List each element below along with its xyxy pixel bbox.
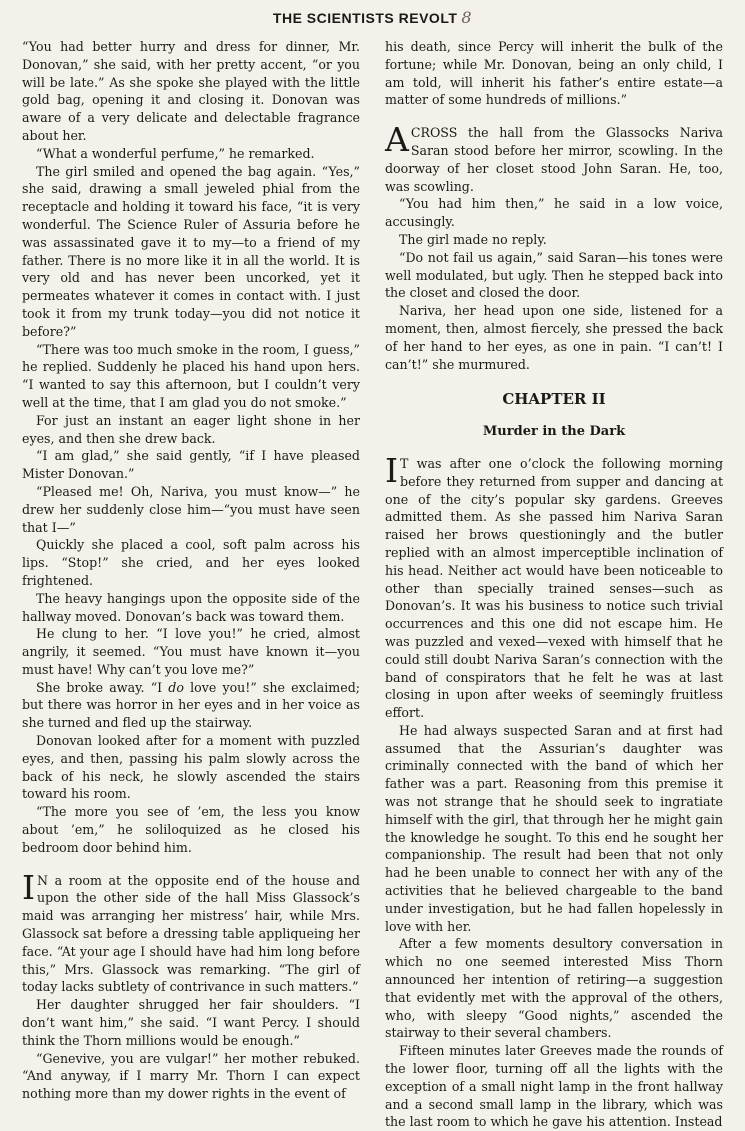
- text-run: love you!” she exclaimed; but there was horror in her eyes and in her voice as she turned and fled up the stairway.: [22, 679, 360, 731]
- paragraph: Quickly she placed a cool, soft palm across his lips. “Stop!” she cried, and her eyes looked frightened.: [22, 537, 360, 588]
- text-run: She broke away. “I: [36, 679, 169, 695]
- emphasis-text: do: [168, 679, 184, 695]
- section-paragraph: [385, 120, 723, 195]
- paragraph: For just an instant an eager light shone in her eyes, and then she drew back.: [22, 412, 360, 446]
- paragraph: [22, 679, 360, 732]
- text-run: T was after one o’clock the following morning before they returned from supper and dancing at one of the city’s popular sky gardens. Greeves admitted them. As she passed him Nariva Saran raised her brows questioningly and the butler replied with an almost imperceptible inclination of his head. Neither act would have been noticeable to other than specially trained senses—such as Donovan’s. It was his business to notice such trivial occurrences and this one did not escape him. He was puzzled and vexed—vexed with himself that he could still doubt Nariva Saran’s connection with the band of conspirators that he felt he was at last closing in upon after weeks of seemingly fruitless effort.: [385, 455, 723, 721]
- section-paragraph: [22, 867, 360, 997]
- paragraph: “You had him then,” he said in a low voice, accusingly.: [385, 196, 723, 230]
- paragraph: “Pleased me! Oh, Nariva, you must know—” he drew her suddenly close him—“you must have seen that I—”: [22, 483, 360, 535]
- paragraph: “Genevive, you are vulgar!” her mother rebuked. “And anyway, if I marry Mr. Thorn I can expect nothing more than my dower rights in the event of: [22, 1050, 360, 1102]
- left-column: [22, 38, 360, 1103]
- paragraph: He had always suspected Saran and at first had assumed that the Assurian’s daughter was criminally connected with the band of which her father was a part. Reasoning from this premise it was not strange that he should seek to ingratiate himself with the girl, that through her he might gain the knowledge he sought. To this end he sought her companionship. The result had been that not only had he been unable to connect her with any of the activities that he believed chargeable to the band under investigation, but he had fallen hopelessly in love with her.: [385, 722, 723, 934]
- text-run: CROSS the hall from the Glassocks Nariva Saran stood before her mirror, scowling. In the doorway of her closet stood John Saran. He, too, was scowling.: [385, 125, 723, 194]
- page-number-mark: 8: [461, 8, 473, 27]
- drop-cap: I: [22, 867, 36, 907]
- section-paragraph: [385, 450, 723, 722]
- paragraph: Donovan looked after for a moment with puzzled eyes, and then, passing his palm slowly across the back of his neck, he slowly ascended the stairs toward his room.: [22, 733, 360, 802]
- paragraph: Fifteen minutes later Greeves made the rounds of the lower floor, turning off all the lights with the exception of a small night lamp in the front hallway and a second small lamp in the library, which was the last room to which he gave his attention. Instead: [385, 1043, 723, 1130]
- paragraph: The heavy hangings upon the opposite side of the hallway moved. Donovan’s back was toward them.: [22, 590, 360, 624]
- paragraph: The girl smiled and opened the bag again. “Yes,” she said, drawing a small jeweled phial from the receptacle and holding it toward his face, “it is very wonderful. The Science Ruler of Assuria before he was assassinated gave it to my—to a friend of my father. There is no more like it in all the world. It is very old and has never been uncorked, yet it permeates whatever it comes in contact with. I just took it from my trunk today—you did not notice it before?”: [22, 163, 360, 339]
- text-run: N a room at the opposite end of the house and upon the other side of the hall Miss Glassock’s maid was arranging her mistress’ hair, while Mrs. Glassock sat before a dressing table appliqueing her face. “At your age I should have had him long before this,” Mrs. Glassock was remarking. “The girl of today lacks subtlety of contrivance in such matters.”: [22, 872, 360, 995]
- paragraph: “The more you see of ’em, the less you know about ’em,” he soliloquized as he closed his bedroom door behind him.: [22, 804, 360, 855]
- drop-cap: A: [385, 120, 409, 160]
- right-column: [385, 38, 723, 1131]
- paragraph: his death, since Percy will inherit the bulk of the fortune; while Mr. Donovan, being an only child, I am told, will inherit his father’s entire estate—a matter of some hundreds of millions.”: [385, 39, 723, 108]
- paragraph: “I am glad,” she said gently, “if I have pleased Mister Donovan.”: [22, 448, 360, 482]
- paragraph: “What a wonderful perfume,” he remarked.: [36, 145, 315, 161]
- paragraph: “Do not fail us again,” said Saran—his tones were well modulated, but ugly. Then he stepped back into the closet and closed the door.: [385, 249, 723, 301]
- paragraph: “There was too much smoke in the room, I guess,” he replied. Suddenly he placed his hand upon hers. “I wanted to say this afternoon, but I couldn’t very well at the time, that I am glad you do not smoke.”: [22, 341, 360, 410]
- chapter-heading: CHAPTER II: [502, 390, 606, 409]
- paragraph: He clung to her. “I love you!” he cried, almost angrily, it seemed. “You must have known it—you must have! Why can’t you love me?”: [22, 626, 360, 677]
- drop-cap: I: [385, 450, 399, 490]
- header-title: THE SCIENTISTS REVOLT: [272, 10, 458, 26]
- paragraph: Her daughter shrugged her fair shoulders. “I don’t want him,” she said. “I want Percy. I should think the Thorn millions would be enough.”: [22, 997, 360, 1048]
- paragraph: The girl made no reply.: [399, 231, 547, 247]
- chapter-subtitle: Murder in the Dark: [482, 424, 626, 440]
- paragraph: “You had better hurry and dress for dinner, Mr. Donovan,” she said, with her pretty accent, “or you will be late.” As she spoke she played with the little gold bag, opening it and closing it. Donovan was aware of a very delicate and delectable fragrance about her.: [22, 39, 360, 143]
- running-header: [0, 8, 745, 27]
- paragraph: Nariva, her head upon one side, listened for a moment, then, almost fiercely, she pressed the back of her hand to her eyes, as one in pain. “I can’t! I can’t!” she murmured.: [385, 303, 723, 372]
- paragraph: After a few moments desultory conversation in which no one seemed interested Miss Thorn announced her intention of retiring—a suggestion that evidently met with the approval of the others, who, with sleepy “Good nights,” ascended the stairway to their several chambers.: [385, 936, 723, 1041]
